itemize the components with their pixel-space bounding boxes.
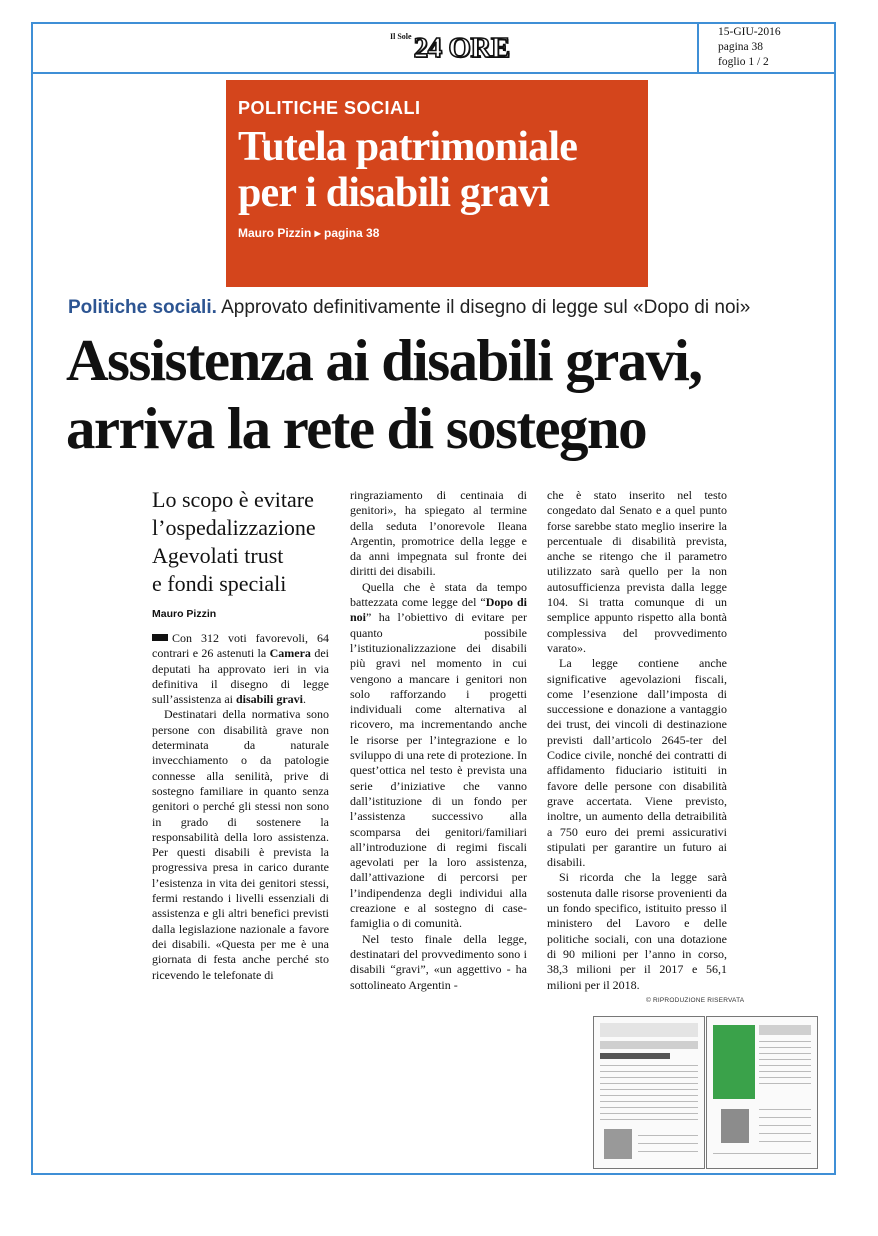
paragraph: ringraziamento di centinaia di genitori», ha spiegato al termine della seduta l’onorevole Ileana Argentin, promotrice della legge e da anni impegnata sul fronte dei diritti dei disabili. [350, 488, 527, 579]
article-author: Mauro Pizzin [152, 608, 217, 620]
article-kicker [68, 296, 750, 320]
page-thumbnail-2[interactable] [706, 1016, 818, 1169]
lead-square-icon [152, 634, 168, 641]
paragraph: Quella che è stata da tempo battezzata come legge del “Dopo di noi” ha l’obiettivo di evitare per quanto possibile l’istituzionalizzazione dei disabili più gravi nel momento in cui vengono a mancare i genitori non solo rafforzando i progetti individuali come alternativa al ricovero, ma incrementando anche le risorse per l’integrazione e lo sviluppo di una rete di protezione. In quest’ottica nel testo è prevista una serie d’iniziative che vanno dall’istituzione di un fondo per l’assistenza successivo alla scomparsa dei genitori/familiari all’introduzione di regimi fiscali agevolati per la loro assistenza, dall’attivazione di percorsi per l’indipendenza degli individui alla creazione e al sostegno di case-famiglia o di comunità. [350, 579, 527, 931]
thumb-line [638, 1143, 698, 1144]
thumb-line [759, 1133, 811, 1134]
thumb-line [600, 1107, 698, 1108]
kicker-label: Politiche sociali. [68, 297, 217, 318]
headline-line1: Assistenza ai disabili gravi, [66, 327, 702, 393]
article-deck [152, 486, 336, 598]
thumb-line [600, 1077, 698, 1078]
thumb-line [638, 1151, 698, 1152]
article-headline [66, 326, 701, 462]
thumb-line [600, 1101, 698, 1102]
clipping-meta [718, 25, 781, 70]
thumb-line [759, 1041, 811, 1042]
deck-line1: Lo scopo è evitare [152, 487, 314, 512]
teaser-title-line1: Tutela patrimoniale [238, 124, 578, 170]
thumb-line [600, 1089, 698, 1090]
thumb-line [759, 1125, 811, 1126]
thumb-line [759, 1083, 811, 1084]
paragraph: che è stato inserito nel testo congedato dal Senato e a quel punto forse sarebbe stato meglio inserire la percentuale di disabilità prevista, anche se ritengo che il parametro utilizzato sarà quello per la non autosufficienza prevista dalla legge 104. Si tratta comunque di un semplice appunto rispetto alla bontà complessiva del provvedimento varato». [547, 488, 727, 655]
thumb-photo [721, 1109, 749, 1143]
thumb-line [759, 1117, 811, 1118]
deck-line2: l’ospedalizzazione [152, 515, 316, 540]
deck-line3: Agevolati trust [152, 543, 284, 568]
clipping-sheet: foglio 1 / 2 [718, 56, 769, 68]
thumb-line [600, 1071, 698, 1072]
paragraph: Nel testo finale della legge, destinatari del provvedimento sono i disabili “gravi”, «un aggettivo - ha sottolineato Argentin - [350, 931, 527, 992]
thumb-line [759, 1109, 811, 1110]
article-sidebar [152, 486, 336, 620]
paragraph: Destinatari della normativa sono persone con disabilità grave non determinata da naturale invecchiamento o da patologie connesse alla senilità, prive di sostegno familiare in quanto senza genitori o perché gli stessi non sono in grado di sostenere la responsabilità della loro assistenza. Per questi disabili è prevista la progressiva presa in carico durante l’esistenza in vita dei genitori stessi, fermi restando i livelli essenziali di assistenza e gli altri benefici previsti dalla legislazione nazionale a favore dei disabili. «Questa per me è una giornata di festa anche perché sto ricevendo le telefonate di [152, 707, 329, 982]
thumb-line [759, 1047, 811, 1048]
kicker-text: Approvato definitivamente il disegno di legge sul «Dopo di noi» [216, 297, 751, 318]
thumb-title [600, 1053, 670, 1059]
thumb-line [759, 1071, 811, 1072]
thumb-header [600, 1023, 698, 1037]
masthead-main: 24 ORE [413, 32, 510, 64]
article-column-1 [152, 631, 329, 983]
masthead-logo [390, 29, 510, 63]
teaser-title [238, 124, 636, 216]
thumb-line [638, 1135, 698, 1136]
article-column-3 [547, 488, 727, 993]
paragraph: Si ricorda che la legge sarà sostenuta dalle risorse provenienti da un fondo specifico, istituito presso il ministero del Lavoro e delle politiche sociali, con una dotazione di 90 milioni per l’anno in corso, 38,3 milioni per il 2017 e 56,1 milioni per il 2018. [547, 870, 727, 992]
masthead-small: Il Sole [390, 32, 412, 41]
deck-line4: e fondi speciali [152, 571, 287, 596]
teaser-box [226, 80, 648, 287]
paragraph: Con 312 voti favorevoli, 64 contrari e 26 astenuti la Camera dei deputati ha approvato ieri in via definitiva il disegno di legge sull’assistenza ai disabili gravi. [152, 631, 329, 707]
thumb-line [759, 1077, 811, 1078]
thumb-line [759, 1141, 811, 1142]
thumb-line [600, 1065, 698, 1066]
thumb-line [713, 1153, 811, 1154]
paragraph: La legge contiene anche significative agevolazioni fiscali, come l’esenzione dall’imposta di successione e donazione a vantaggio dei trust, dei vincoli di destinazione previsti dall’articolo 2645-ter del Codice civile, nonché dei contratti di affidamento fiduciario istituiti in favore delle persone con disabilità grave accertata. Viene previsto, inoltre, un aumento della detraibilità a 750 euro dei premi assicurativi stipulati per garantire un futuro ai disabili. [547, 656, 727, 870]
header-divider [697, 22, 699, 74]
teaser-title-line2: per i disabili gravi [238, 170, 550, 216]
thumb-photo [604, 1129, 632, 1159]
thumb-line [600, 1095, 698, 1096]
thumb-bar [600, 1041, 698, 1049]
clipping-page: pagina 38 [718, 41, 764, 53]
teaser-byline: Mauro Pizzin ▸ pagina 38 [238, 226, 380, 240]
thumb-line [600, 1113, 698, 1114]
thumb-line [600, 1119, 698, 1120]
thumb-bar [759, 1025, 811, 1035]
headline-line2: arriva la rete di sostegno [66, 395, 646, 461]
thumb-line [759, 1053, 811, 1054]
thumb-line [759, 1059, 811, 1060]
article-column-2 [350, 488, 527, 993]
thumb-line [759, 1065, 811, 1066]
page-thumbnail-1[interactable] [593, 1016, 705, 1169]
teaser-kicker: POLITICHE SOCIALI [238, 98, 421, 118]
copyright-notice: © RIPRODUZIONE RISERVATA [646, 997, 745, 1004]
thumb-green-panel [713, 1025, 755, 1099]
clipping-date: 15-GIU-2016 [718, 26, 781, 38]
thumb-line [600, 1083, 698, 1084]
